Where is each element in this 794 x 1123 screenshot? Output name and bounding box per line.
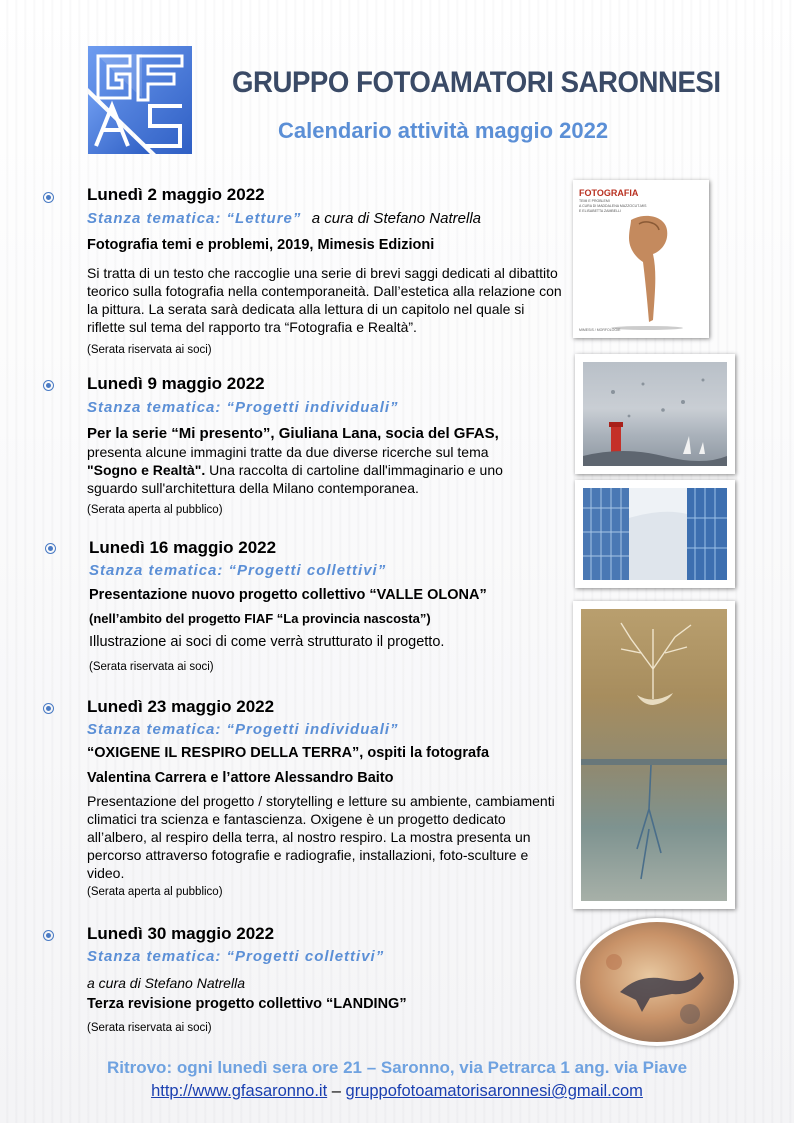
event-date: Lunedì 23 maggio 2022	[87, 697, 275, 716]
book-cover-lines: TEMI E PROBLEMI A CURA DI MADDALENA MAZZOCUT-MIS E ELISABETTA ZAMBELLI	[579, 199, 647, 213]
link-separator: –	[327, 1082, 346, 1100]
event-note: (Serata riservata ai soci)	[87, 344, 212, 356]
book-cover-image	[573, 180, 709, 338]
event-headline-continued: Valentina Carrera e l’attore Alessandro Baito	[87, 770, 394, 786]
event-headline: Presentazione nuovo progetto collettivo “VALLE OLONA”	[89, 587, 487, 603]
event-bullet-icon	[43, 703, 54, 714]
event-note: (Serata aperta al pubblico)	[87, 504, 223, 516]
event-note: (Serata aperta al pubblico)	[87, 886, 223, 898]
event-theme: Stanza tematica: “Letture” a cura di Stefano Natrella	[87, 210, 481, 227]
gfas-logo-icon	[86, 44, 194, 156]
event-headline: Terza revisione progetto collettivo “LANDING”	[87, 996, 407, 1012]
event-curator: a cura di Stefano Natrella	[87, 975, 245, 991]
event-date: Lunedì 30 maggio 2022	[87, 924, 275, 943]
event-date: Lunedì 2 maggio 2022	[87, 185, 265, 204]
event-note: (Serata riservata ai soci)	[87, 1022, 212, 1034]
meeting-info: Ritrovo: ogni lunedì sera ore 21 – Saronno, via Petrarca 1 ang. via Piave	[106, 1058, 688, 1077]
event-headline: “OXIGENE IL RESPIRO DELLA TERRA”, ospiti la fotografa	[87, 745, 490, 761]
event-description: Illustrazione ai soci di come verrà strutturato il progetto.	[89, 634, 445, 650]
event-date: Lunedì 16 maggio 2022	[89, 538, 277, 557]
book-cover-publisher: MIMESIS / MORFOLOGIE	[579, 328, 621, 332]
event-bullet-icon	[43, 930, 54, 941]
lighthouse-photo	[575, 354, 735, 474]
event-subheadline: (nell’ambito del progetto FIAF “La provincia nascosta”)	[89, 611, 431, 626]
event-bullet-icon	[45, 543, 56, 554]
event-theme: Stanza tematica: “Progetti individuali”	[87, 399, 399, 416]
event-description: Si tratta di un testo che raccoglie una serie di brevi saggi dedicati al dibattito teorico sulla fotografia nella contemporaneità. Dall’estetica alla relazione con la pittura. La serata sarà dedicata alla lettura di un capitolo nel quale si riflette sul tema del rapporto tra “Fotografia e Realtà”.	[87, 265, 562, 335]
event-theme: Stanza tematica: “Progetti collettivi”	[89, 562, 387, 579]
website-link[interactable]: http://www.gfasaronno.it	[151, 1082, 328, 1100]
event-description: Presentazione del progetto / storytelling e letture su ambiente, cambiamenti climatici tra scienza e fantascienza. Oxigene è un progetto dedicato all’albero, al respiro della terra, al nostro respiro. La mostra presenta un percorso attraverso fotografie e radiografie, installazioni, foto-sculture e video.	[87, 793, 555, 881]
event-description: presenta alcune immagini tratte da due diverse ricerche sul tema "Sogno e Realtà". Una raccolta di cartoline dall'immaginario e uno sguardo sull'architettura della Milano contemporanea.	[87, 444, 503, 496]
calendar-subtitle: Calendario attività maggio 2022	[278, 118, 609, 143]
architecture-photo	[575, 480, 735, 588]
event-theme: Stanza tematica: “Progetti collettivi”	[87, 948, 385, 965]
contact-links	[0, 1082, 794, 1101]
event-bullet-icon	[43, 192, 54, 203]
book-cover-title: FOTOGRAFIA	[579, 188, 639, 198]
email-link[interactable]: gruppofotoamatorisaronnesi@gmail.com	[345, 1082, 643, 1100]
event-curator: a cura di Stefano Natrella	[311, 210, 481, 227]
organization-title: GRUPPO FOTOAMATORI SARONNESI	[232, 66, 721, 99]
event-headline: Fotografia temi e problemi, 2019, Mimesis Edizioni	[87, 237, 435, 253]
event-note: (Serata riservata ai soci)	[89, 661, 214, 673]
event-bullet-icon	[43, 380, 54, 391]
event-theme: Stanza tematica: “Progetti individuali”	[87, 721, 399, 738]
cave-art-photo	[576, 918, 738, 1046]
event-date: Lunedì 9 maggio 2022	[87, 374, 265, 393]
event-headline: Per la serie “Mi presento”, Giuliana Lana, socia del GFAS,	[87, 425, 499, 442]
tree-artwork-photo	[573, 601, 735, 909]
